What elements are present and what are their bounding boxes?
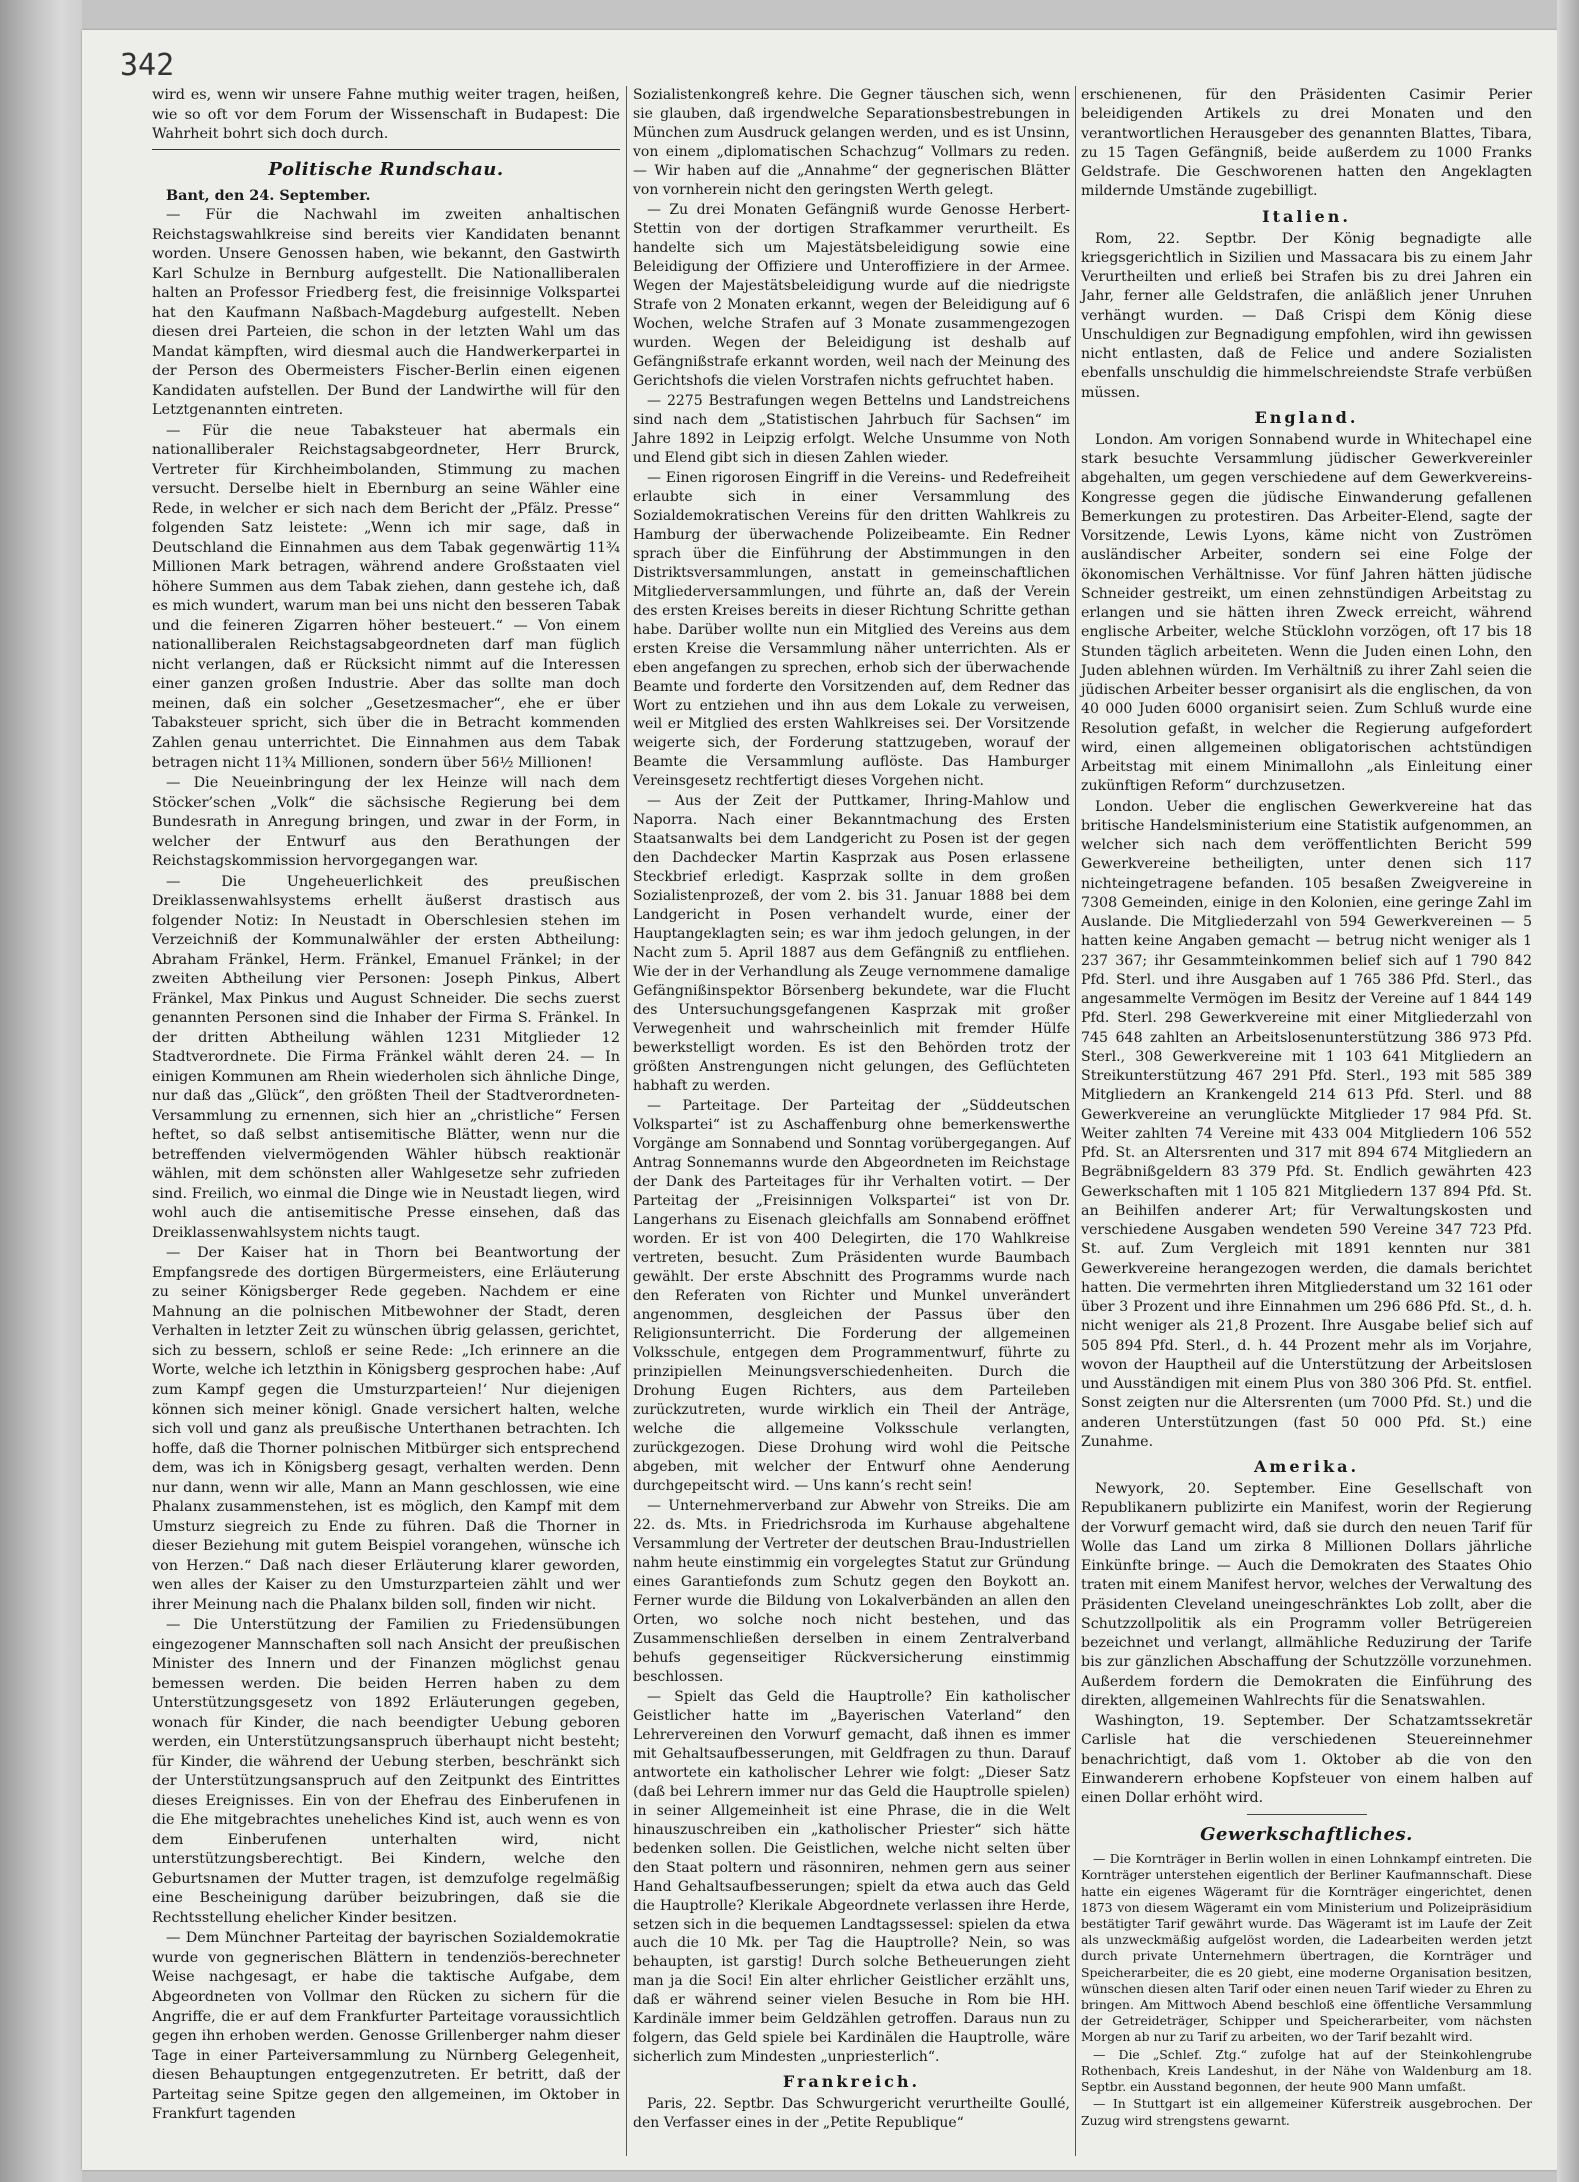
- article-paragraph: Washington, 19. September. Der Schatzamtssekretär Carlisle hat die verschiedenen Steuereinnehmer benachrichtigt, daß vom 1. Oktober ab die von den Einwanderern erhobene Kopfsteuer von einem halben auf einen Dollar erhöht wird.: [1081, 1713, 1532, 1806]
- article-paragraph: — Der Kaiser hat in Thorn bei Beantwortung der Empfangsrede des dortigen Bürgermeisters, eine Erläuterung zu seiner Königsberger Rede gegeben. Nachdem er eine Mahnung an die polnischen Mitbewohner der Stadt, deren Verhalten in letzter Zeit zu wünschen übrig gelassen, gerichtet, sich zu bessern, schloß er seine Rede: „Ich erinnere an die Worte, welche ich letzthin in Königsberg gesprochen habe: ‚Auf zum Kampf gegen die Umsturzparteien!‘ Nur diejenigen können sich meiner königl. Gnade versichert halten, welche sich voll und ganz als preußische Unterthanen betrachten. Ich hoffe, daß die Thorner polnischen Mitbürger sich entsprechend dem, was ich in Königsberg gesagt, verhalten werden. Denn nur dann, wenn wir alle, Mann an Mann geschlossen, wie eine Phalanx zusammenstehen, ist es möglich, den Kampf mit dem Umsturz siegreich zu Ende zu führen. Daß die Thorner in dieser Beziehung mit gutem Beispiel vorangehen, wünsche ich von Herzen.“ Daß nach dieser Erläuterung klarer geworden, wen alles der Kaiser zu den Umsturzparteien zählt und wer ihrer Meinung nach die Phalanx bilden soll, finden wir nicht.: [152, 1245, 620, 1613]
- divider: [1247, 1814, 1367, 1815]
- article-paragraph: — Spielt das Geld die Hauptrolle? Ein katholischer Geistlicher hatte im „Bayerischen Vaterland“ den Lehrervereinen den Vorwurf gemacht, daß ihnen es immer mit Gehaltsaufbesserungen, mit Geldfragen zu thun. Darauf antwortete ein katholischer Lehrer wie folgt: „Dieser Satz (daß bei Lehrern immer nur das Geld die Hauptrolle spielen) in seiner Allgemeinheit ist eine Phrase, die in die Welt hinauszuschreiben ein „katholischer Priester“ sich hätte bedenken sollen. Die Geistlichen, welche nicht selten über den Staat poltern und räsonniren, nehmen gern aus seiner Hand Gehaltsaufbesserungen; spielt da etwa auch das Geld die Hauptrolle? Klerikale Abgeordnete verlassen ihre Herde, setzen sich in die bequemen Landtagssessel: spielen da etwa auch die 10 Mk. per Tag die Hauptrolle? Nein, so was behaupten, ist garstig! Durch solche Betheuerungen zieht man ja die Soci! Ein alter ehrlicher Geistlicher erzählt uns, daß er während seiner vielen Besuche in Rom bie HH. Kardinäle immer beim Geldzählen getroffen. Daraus nun zu folgern, das Geld spiele bei Kardinälen die Hauptrolle, wäre sicherlich zum Mindesten „unpriesterlich“.: [633, 1688, 1070, 2066]
- column-2: [633, 86, 1070, 2134]
- article-paragraph: Sozialistenkongreß kehre. Die Gegner täuschen sich, wenn sie glauben, daß irgendwelche Separationsbestrebungen in München zum Ausdruck gelangen werden, und es ist Unsinn, von einem „diplomatischen Schachzug“ Vollmars zu reden. — Wir haben auf die „Annahme“ der gegnerischen Blätter von vornherein nicht den geringsten Werth gelegt.: [633, 87, 1070, 198]
- article-paragraph: — 2275 Bestrafungen wegen Bettelns und Landstreichens sind nach dem „Statistischen Jahrbuch für Sachsen“ im Jahre 1892 in Leipzig erfolgt. Welche Unsumme von Noth und Elend gibt sich in diesen Zahlen wieder.: [633, 392, 1070, 466]
- section-heading-amerika: Amerika.: [1253, 1457, 1360, 1476]
- column-3: [1081, 86, 1532, 2130]
- article-paragraph: — Parteitage. Der Parteitag der „Süddeutschen Volkspartei“ ist zu Aschaffenburg ohne bemerkenswerthe Vorgänge am Sonnabend und Sonntag vorübergegangen. Auf Antrag Sonnemanns wurde den Abgeordneten im Reichstage der Dank des Parteitages für ihr Verhalten votirt. — Der Parteitag der „Freisinnigen Volkspartei“ ist von Dr. Langerhans zu Eisenach gleichfalls am Sonnabend eröffnet worden. Er ist von 400 Delegirten, die 170 Wahlkreise vertreten, besucht. Zum Präsidenten wurde Baumbach gewählt. Der erste Abschnitt des Programms wurde nach den Referaten von Richter und Munkel unverändert angenommen, desgleichen der Passus über den Religionsunterricht. Die Forderung der allgemeinen Volksschule, entgegen dem Programmentwurf, führte zu prinzipiellen Meinungsverschiedenheiten. Durch die Drohung Eugen Richters, aus dem Parteileben zurückzutreten, wurde wirklich ein Theil der Anträge, welche die allgemeine Volksschule verlangten, zurückgezogen. Diese Drohung wird wohl die Peitsche abgeben, mit welcher der Entwurf ohne Aenderung durchgepeitscht wird. — Uns kann’s recht sein!: [633, 1098, 1070, 1494]
- article-paragraph: — Die Ungeheuerlichkeit des preußischen Dreiklassenwahlsystems erhellt äußerst drastisch aus folgender Notiz: In Neustadt in Oberschlesien stehen im Verzeichniß der Kommunalwähler der ersten Abtheilung: Abraham Fränkel, Herm. Fränkel, Emanuel Fränkel; in der zweiten Abtheilung vier Personen: Joseph Pinkus, Albert Fränkel, Max Pinkus und August Schneider. Die sechs zuerst genannten Personen sind die Inhaber der Firma S. Fränkel. In der dritten Abtheilung wählen 1231 Mitglieder 12 Stadtverordnete. Die Firma Fränkel wählt deren 24. — In einigen Kommunen am Rhein wiederholen sich ähnliche Dinge, nur daß das „Glück“, den größten Theil der Stadtverordneten-Versammlung zu ernennen, sich hier an „christliche“ Fersen heftet, so daß selbst antisemitische Blätter, wenn nur die betreffenden vielvermögenden Wähler hübsch reaktionär wählen, mit dem schönsten aller Wahlgesetze sehr zufrieden sind. Freilich, wo einmal die Dinge wie in Neustadt liegen, wird wohl auch die antisemitische Presse einsehen, daß das Dreiklassenwahlsystem nichts taugt.: [152, 873, 620, 1241]
- page-number: 342: [120, 48, 175, 83]
- article-paragraph: — Für die Nachwahl im zweiten anhaltischen Reichstagswahlkreise sind bereits vier Kandidaten benannt worden. Unsere Genossen haben, wie bekannt, den Gastwirth Karl Schulze in Bernburg aufgestellt. Die Nationalliberalen halten an Professor Friedberg fest, die freisinnige Volkspartei hat den Kaufmann Naßbach-Magdeburg aufgestellt. Neben diesen drei Parteien, die schon in der letzten Wahl um das Mandat kämpften, wird diesmal auch die Handwerkerpartei in der Person des Obermeisters Fischer-Berlin einen eigenen Kandidaten aufstellen. Der Bund der Landwirthe will für den Letztgenannten eintreten.: [152, 207, 620, 419]
- article-paragraph: — Für die neue Tabaksteuer hat abermals ein nationalliberaler Reichstagsabgeordneter, Herr Brurck, Vertreter für Kirchheimbolanden, Stimmung zu machen versucht. Derselbe hielt in Ebernburg an seine Wähler eine Rede, in welcher er sich nach dem Bericht der „Pfälz. Presse“ folgenden Satz leistete: „Wenn ich mir sage, daß in Deutschland die Einnahmen aus dem Tabak gegenwärtig 11¾ Millionen Mark betragen, während andere Großstaaten viel höhere Summen aus dem Tabak ziehen, dann gestehe ich, daß es mich wundert, warum man bei uns nicht den besseren Tabak und die feineren Zigarren höher besteuert.“ — Von einem nationalliberalen Reichstagsabgeordneten darf man füglich nicht verlangen, daß er Rücksicht nimmt auf die Interessen einer ganzen großen Industrie. Aber das sollte man doch meinen, daß ein solcher „Gesetzesmacher“, ehe er über Tabaksteuer spricht, sich über die in Betracht kommenden Zahlen genau unterrichtet. Die Einnahmen aus dem Tabak betragen nicht 11¾ Millionen, sondern über 56½ Millionen!: [152, 422, 620, 771]
- article-paragraph: — In Stuttgart ist ein allgemeiner Küferstreik ausgebrochen. Der Zuzug wird strengstens gewarnt.: [1081, 2096, 1532, 2128]
- dateline: Bant, den 24. September.: [166, 186, 371, 204]
- divider: [152, 149, 620, 150]
- section-title-gewerkschaftliches: Gewerkschaftliches.: [1200, 1824, 1413, 1846]
- article-paragraph: — Dem Münchner Parteitag der bayrischen Sozialdemokratie wurde von gegnerischen Blättern in tendenziös-berechneter Weise nachgesagt, er habe die taktische Aufgabe, dem Abgeordneten von Vollmar den Rücken zu sichern für die Angriffe, die er auf dem Frankfurter Parteitage voraussichtlich gegen ihn erhoben werden. Genosse Grillenberger nahm dieser Tage in einer Parteiversammlung zu Nürnberg Gelegenheit, diesen Behauptungen entgegenzutreten. Er betritt, daß der Parteitag seine Spitze gegen den allgemeinen, im Oktober in Frankfurt tagenden: [152, 1930, 620, 2123]
- article-text: wird es, wenn wir unsere Fahne muthig weiter tragen, heißen, wie so oft vor dem Forum der Wissenschaft in Budapest: Die Wahrheit bohrt sich doch durch.: [152, 87, 620, 143]
- article-paragraph: — Einen rigorosen Eingriff in die Vereins- und Redefreiheit erlaubte sich in einer Versammlung des Sozialdemokratischen Vereins für den dritten Wahlkreis zu Hamburg der überwachende Polizeibeamte. Ein Redner sprach über die Einführung der Abstimmungen in den Distriktsversammlungen, anstatt in gemeinschaftlichen Mitgliederversammlungen, und führte an, daß der Verein des ersten Kreises bereits in dieser Richtung Schritte gethan habe. Darüber wollte nun ein Mitglied des Vereins aus dem ersten Kreise die Versammlung näher unterrichten. Als er eben angefangen zu sprechen, erhob sich der überwachende Beamte und forderte den Vorsitzenden auf, dem Redner das Wort zu entziehen und ihn aus dem Lokale zu verweisen, weil er Mitglied des ersten Wahlkreises sei. Der Vorsitzende weigerte sich, der Forderung stattzugeben, worauf der Beamte die Versammlung auflöste. Das Hamburger Vereinsgesetz rechtfertigt dieses Vorgehen nicht.: [633, 469, 1070, 790]
- article-paragraph: — Die Kornträger in Berlin wollen in einen Lohnkampf eintreten. Die Kornträger unterstehen eigentlich der Berliner Kaufmannschaft. Diese hatte ein eigenes Wägeramt für die Kornträger eingerichtet, denen 1873 von diesem Wägeramt ein vom Ministerium und Polizeipräsidium bestätigter Tarif gewährt wurde. Das Wägeramt ist im Laufe der Zeit als unzweckmäßig aufgelöst worden, die Ladearbeiten werden jetzt durch private Unternehmern übertragen, die Kornträger und Speicherarbeiter, die es 20 giebt, eine moderne Organisation besitzen, wünschen diesen alten Tarif oder einen neuen Tarif wieder zu Ehren zu bringen. Am Mittwoch Abend beschloß eine öffentliche Versammlung der Getreideträger, Schipper und Speicherarbeiter, vom nächsten Morgen ab nur zu Tarif zu arbeiten, wo der Tarif bezahlt wird.: [1081, 1851, 1532, 2045]
- article-paragraph: — Die Neueinbringung der lex Heinze will nach dem Stöcker’schen „Volk“ die sächsische Regierung bei dem Bundesrath in Anregung bringen, und zwar in der Form, in welcher der Entwurf aus den Berathungen der Reichstagskommission hervorgegangen war.: [152, 775, 620, 870]
- article-paragraph: — Die Unterstützung der Familien zu Friedensübungen eingezogener Mannschaften soll nach Ansicht der preußischen Minister des Innern und der Finanzen möglichst genau bemessen werden. Die beiden Herren haben zu dem Unterstützungsgesetz von 1892 Erläuterungen gegeben, wonach für Kinder, die nach beendigter Uebung geboren werden, ein Unterstützungsanspruch überhaupt nicht besteht; für Kinder, die während der Uebung sterben, beschränkt sich der Unterstützungsanspruch auf den Zeitpunkt des Eintrittes dieses Ereignisses. Ein von der Ehefrau des Einberufenen in die Ehe mitgebrachtes uneheliches Kind ist, auch wenn es von dem Einberufenen unterhalten wird, nicht unterstützungsberechtigt. Bei Kindern, welche den Geburtsnamen der Mutter tragen, ist demzufolge regelmäßig eine Bescheinigung darüber beizubringen, daß sie die Rechtsstellung ehelicher Kinder besitzen.: [152, 1617, 620, 1926]
- article-paragraph: erschienenen, für den Präsidenten Casimir Perier beleidigenden Artikels zu drei Monaten und den verantwortlichen Herausgeber des genannten Blattes, Tibara, zu 15 Tagen Gefängniß, beide außerdem zu 1000 Franks Geldstrafe. Die Geschworenen hatten den Angeklagten mildernde Umstände zugebilligt.: [1081, 87, 1532, 200]
- small-print-block: [1081, 1851, 1532, 2128]
- page-edge-shadow: [1557, 0, 1579, 2182]
- article-paragraph: Paris, 22. Septbr. Das Schwurgericht verurtheilte Goullé, den Verfasser eines in der „Petite Republique“: [633, 2096, 1070, 2132]
- column-1: [152, 86, 620, 2126]
- section-heading-frankreich: Frankreich.: [782, 2072, 921, 2092]
- article-paragraph: London. Ueber die englischen Gewerkvereine hat das britische Handelsministerium eine Statistik aufgenommen, an welcher sich nach dem veröffentlichten Bericht 599 Gewerkvereine betheiligten, unter denen sich 117 nichteingetragene befanden. 105 besaßen Zweigvereine in 7308 Gemeinden, einige in den Kolonien, eine geringe Zahl im Auslande. Die Mitgliederzahl von 594 Gewerkvereinen — 5 hatten keine Angaben gemacht — betrug nicht weniger als 1 237 367; ihr Gesammteinkommen belief sich auf 1 790 842 Pfd. Sterl. und ihre Ausgaben auf 1 765 386 Pfd. Sterl., das angesammelte Vermögen im Besitz der Vereine auf 1 844 149 Pfd. Sterl. 298 Gewerkvereine mit einer Mitgliederzahl von 745 648 zahlten an Arbeitslosenunterstützung 386 973 Pfd. Sterl., 308 Gewerkvereine mit 1 103 641 Mitgliedern an Streikunterstützung 467 291 Pfd. Sterl., 193 mit 585 389 Mitgliedern an Krankengeld 214 613 Pfd. Sterl. und 88 Gewerkvereine an verunglückte Mitglieder 17 984 Pfd. St. Weiter zahlten 74 Vereine mit 433 004 Mitgliedern 106 552 Pfd. St. an Altersrenten und 317 mit 894 674 Mitgliedern an Begräbnißgeldern 83 379 Pfd. St. Endlich gewährten 423 Gewerkschaften mit 1 105 821 Mitgliedern 137 894 Pfd. St. an Beihilfen anderer Art; für Verwaltungskosten und verschiedene Ausgaben wendeten 590 Vereine 347 723 Pfd. St. auf. Zum Vergleich mit 1891 kennten nur 381 Gewerkvereine herangezogen werden, die damals berichtet hatten. Die vermehrten ihren Mitgliederstand um 32 161 oder über 3 Prozent und ihre Einnahmen um 296 686 Pfd. St., d. h. nicht weniger als 21,8 Prozent. Ihre Ausgabe belief sich auf 505 894 Pfd. Sterl., d. h. 44 Prozent mehr als im Vorjahre, wovon der Hauptheil auf die Unterstützung der Arbeitslosen und Ausständigen mit einem Plus von 380 306 Pfd. St. entfiel. Sonst zeigten nur die Altersrenten (um 7000 Pfd. St.) und die anderen Unterstützungen (fast 50 000 Pfd. St.) eine Zunahme.: [1081, 798, 1532, 1450]
- article-paragraph: — Zu drei Monaten Gefängniß wurde Genosse Herbert-Stettin von der dortigen Strafkammer verurtheilt. Es handelte sich um Majestätsbeleidigung sowie eine Beleidigung der Offiziere und Unteroffiziere in der Armee. Wegen der Majestätsbeleidigung wurde auf die niedrigste Strafe von 2 Monaten erkannt, wegen der Beleidigung auf 6 Wochen, welche Strafen auf 3 Monate zusammengezogen wurden. Wegen der Beleidigung ist deshalb auf Gefängnißstrafe erkannt worden, weil nach der Meinung des Gerichtshofs die vielen Vorstrafen nichts gefruchtet haben.: [633, 201, 1070, 389]
- article-paragraph: Newyork, 20. September. Eine Gesellschaft von Republikanern publizirte ein Manifest, worin der Regierung der Vorwurf gemacht wird, daß sie durch den neuen Tarif für Wolle das Land um zirka 8 Millionen Dollars jährliche Einkünfte bringe. — Auch die Demokraten des Staates Ohio traten mit einem Manifest hervor, welches der Verwaltung des Präsidenten Cleveland uneingeschränktes Lob zollt, aber die Schutzzollpolitik als ein Programm voller Betrügereien bezeichnet und verlangt, allmähliche Reduzirung der Tarife bis zur gänzlichen Abschaffung der Schutzzölle vorzunehmen. Außerdem fordern die Demokraten die Einführung des direkten, allgemeinen Wahlrechts für die Senatswahlen.: [1081, 1481, 1532, 1709]
- article-paragraph: — Die „Schlef. Ztg.“ zufolge hat auf der Steinkohlengrube Rothenbach, Kreis Landeshut, in der Nähe von Waldenburg am 18. Septbr. ein Ausstand begonnen, der heute 900 Mann umfaßt.: [1081, 2046, 1532, 2095]
- article-paragraph: London. Am vorigen Sonnabend wurde in Whitechapel eine stark besuchte Versammlung jüdischer Gewerkvereinler abgehalten, um gegen verschiedene auf dem Gewerkvereins-Kongresse gegen die jüdische Einwanderung gefallenen Bemerkungen zu protestiren. Das Arbeiter-Elend, sagte der Vorsitzende, Lewis Lyons, käme nicht von Zuströmen ausländischer Arbeiter, sondern sei eine Folge der ökonomischen Verhältnisse. Vor fünf Jahren hätten jüdische Schneider gestreikt, um einen zehnstündigen Arbeitstag zu erlangen und sie hätten ihren Zweck erreicht, während englische Arbeiter, welche Stücklohn vorzögen, oft 17 bis 18 Stunden täglich arbeiteten. Wenn die Juden einen Lohn, den Juden ablehnen würden. Im Verhältniß zu ihrer Zahl seien die jüdischen Arbeiter besser organisirt als die englischen, da von 40 000 Juden 6000 organisirt seien. Zum Schluß wurde eine Resolution gefaßt, in welcher die Regierung aufgefordert wird, einen allgemeinen obligatorischen achtstündigen Arbeitstag mit einem Minimallohn „als Einleitung einer zukünftigen Reform“ durchzusetzen.: [1081, 431, 1532, 795]
- column-rule: [1075, 86, 1076, 2156]
- article-paragraph: Rom, 22. Septbr. Der König begnadigte alle kriegsgerichtlich in Sizilien und Massacara bis zu einem Jahr Verurtheilten und erließ bei Strafen bis zu drei Jahren ein Jahr, ferner alle Geldstrafen, die anläßlich jener Unruhen verhängt wurden. — Daß Crispi dem König diese Unschuldigen zur Begnadigung empfohlen, wird ihn gewissen nicht entlasten, daß de Felice und andere Sozialisten ebenfalls unschuldig die himmelschreiendste Strafe verbüßen müssen.: [1081, 230, 1532, 401]
- section-title: Politische Rundschau.: [268, 158, 504, 180]
- column-rule: [626, 86, 627, 2156]
- section-heading-england: England.: [1254, 407, 1359, 427]
- book-binding-shadow: [0, 0, 82, 2182]
- article-paragraph: — Aus der Zeit der Puttkamer, Ihring-Mahlow und Naporra. Nach einer Bekanntmachung des Ersten Staatsanwalts bei dem Landgericht zu Posen ist der gegen den Dachdecker Martin Kasprzak aus Posen erlassene Steckbrief erledigt. Kasprzak sollte in dem großen Sozialistenprozeß, der vom 2. bis 31. Januar 1888 bei dem Landgericht in Posen verhandelt wurde, einer der Hauptangeklagten sein; es war ihm jedoch gelungen, in der Nacht zum 5. April 1887 aus dem Gefängniß zu entfliehen. Wie der in der Verhandlung als Zeuge vernommene damalige Gefängnißinspektor Börsenberg bekundete, war die Flucht des Untersuchungsgefangenen Kasprzak mit großer Verwegenheit und wahrscheinlich mit fremder Hülfe bewerkstelligt worden. Es ist den Behörden trotz der größten Anstrengungen nicht gelungen, des Geflüchteten habhaft zu werden.: [633, 793, 1070, 1095]
- section-heading-italien: Italien.: [1262, 206, 1351, 226]
- article-paragraph: — Unternehmerverband zur Abwehr von Streiks. Die am 22. ds. Mts. in Friedrichsroda im Kurhause abgehaltene Versammlung der Vertreter der deutschen Brau-Industriellen nahm heute einstimmig ein vorgelegtes Statut zur Gründung eines Garantiefonds zum Schutz gegen den Boykott an. Ferner wurde die Bildung von Lokalverbänden an allen den Orten, wo solche noch nicht bestehen, und das Zusammenschließen derselben in einem Zentralverband behufs gegenseitiger Rückversicherung einstimmig beschlossen.: [633, 1497, 1070, 1685]
